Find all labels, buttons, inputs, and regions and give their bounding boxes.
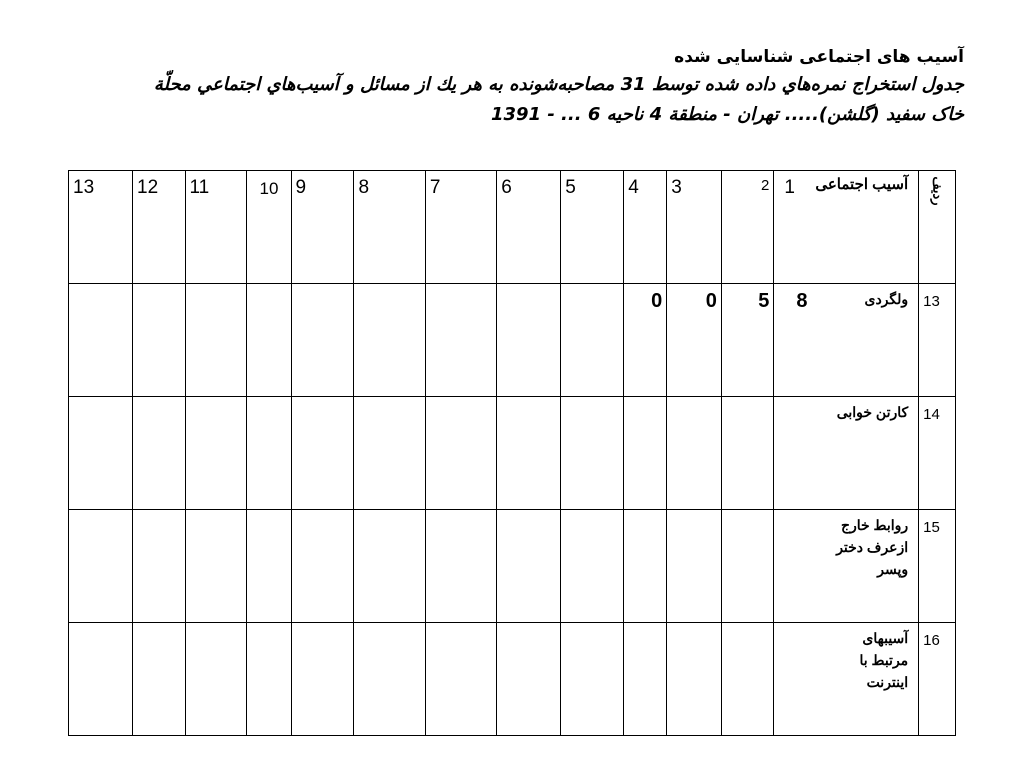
column-header-3: 3: [667, 171, 722, 284]
score-cell-7: [425, 397, 496, 510]
score-cell-6: [497, 623, 561, 736]
row-number: 15: [919, 510, 956, 623]
table-row: [69, 510, 956, 623]
score-cell-10: [247, 623, 291, 736]
table-row: [69, 284, 956, 397]
scores-table: [68, 170, 956, 736]
harm-label: ولگردی: [864, 291, 909, 307]
score-cell-1: [774, 397, 919, 510]
document-header: [64, 44, 964, 130]
score-cell-1: [774, 284, 919, 397]
score-cell-8: [354, 284, 425, 397]
score-cell-6: [497, 397, 561, 510]
score-cell-10: [247, 510, 291, 623]
score-cell-10: [247, 397, 291, 510]
score-cell-2: [721, 397, 773, 510]
document-title: آسیب های اجتماعی شناسایی شده: [674, 47, 964, 67]
harm-column-header: آسیب اجتماعی: [815, 176, 909, 193]
column-header-10: 10: [247, 171, 291, 284]
score-value-1: 8: [796, 290, 808, 312]
score-cell-4: [624, 510, 667, 623]
score-cell-4: 0: [624, 284, 667, 397]
column-header-11: 11: [185, 171, 247, 284]
column-header-13: 13: [69, 171, 133, 284]
column-header-7: 7: [425, 171, 496, 284]
column-header-12: 12: [133, 171, 185, 284]
score-cell-5: [561, 510, 624, 623]
score-cell-8: [354, 623, 425, 736]
table-header-row: [69, 171, 956, 284]
score-cell-7: [425, 623, 496, 736]
score-cell-3: 0: [667, 284, 722, 397]
score-cell-9: [291, 397, 354, 510]
column-header-2: 2: [721, 171, 773, 284]
score-cell-9: [291, 284, 354, 397]
score-cell-8: [354, 510, 425, 623]
score-cell-5: [561, 284, 624, 397]
score-cell-1: [774, 510, 919, 623]
score-cell-13: [69, 284, 133, 397]
harm-label: آسیبهای مرتبط با اینترنت: [859, 630, 909, 690]
table-row: [69, 623, 956, 736]
score-cell-3: [667, 623, 722, 736]
score-cell-12: [133, 623, 185, 736]
score-cell-10: [247, 284, 291, 397]
score-cell-2: [721, 623, 773, 736]
score-cell-11: [185, 623, 247, 736]
score-cell-1: [774, 623, 919, 736]
column-header-1-and-harm: [774, 171, 919, 284]
column-header-5: 5: [561, 171, 624, 284]
score-cell-2: 5: [721, 284, 773, 397]
score-cell-13: [69, 623, 133, 736]
score-cell-5: [561, 397, 624, 510]
score-cell-3: [667, 397, 722, 510]
row-number: 14: [919, 397, 956, 510]
score-cell-6: [497, 284, 561, 397]
harm-label: روابط خارج ازعرف دختر وپسر: [836, 517, 909, 577]
table-caption-line-1: جدول استخراج نمره‌هاي داده شده توسط 31 مصاحبه‌شونده به هر يك از مسائل و آسيب‌هاي اجتماعي محلّة: [153, 74, 964, 95]
score-cell-4: [624, 623, 667, 736]
harm-label: کارتن خوابی: [836, 404, 909, 420]
score-cell-11: [185, 284, 247, 397]
score-cell-13: [69, 397, 133, 510]
score-cell-12: [133, 397, 185, 510]
radif-label: ردیف: [930, 176, 946, 206]
column-header-9: 9: [291, 171, 354, 284]
column-header-8: 8: [354, 171, 425, 284]
score-cell-9: [291, 623, 354, 736]
score-cell-2: [721, 510, 773, 623]
score-cell-9: [291, 510, 354, 623]
score-cell-11: [185, 397, 247, 510]
score-cell-3: [667, 510, 722, 623]
score-cell-7: [425, 284, 496, 397]
table-caption-line-2: خاک سفید (گلشن)..... تهران - منطقة 4 ناحيه 6 ... - 1391: [490, 104, 964, 125]
column-header-1: 1: [784, 177, 795, 198]
score-cell-12: [133, 510, 185, 623]
score-cell-4: [624, 397, 667, 510]
column-header-4: 4: [624, 171, 667, 284]
score-cell-11: [185, 510, 247, 623]
row-number: 13: [919, 284, 956, 397]
score-cell-12: [133, 284, 185, 397]
score-cell-5: [561, 623, 624, 736]
score-cell-7: [425, 510, 496, 623]
table-row: [69, 397, 956, 510]
radif-column-header: [919, 171, 956, 284]
score-cell-8: [354, 397, 425, 510]
row-number: 16: [919, 623, 956, 736]
score-cell-6: [497, 510, 561, 623]
score-cell-13: [69, 510, 133, 623]
column-header-6: 6: [497, 171, 561, 284]
